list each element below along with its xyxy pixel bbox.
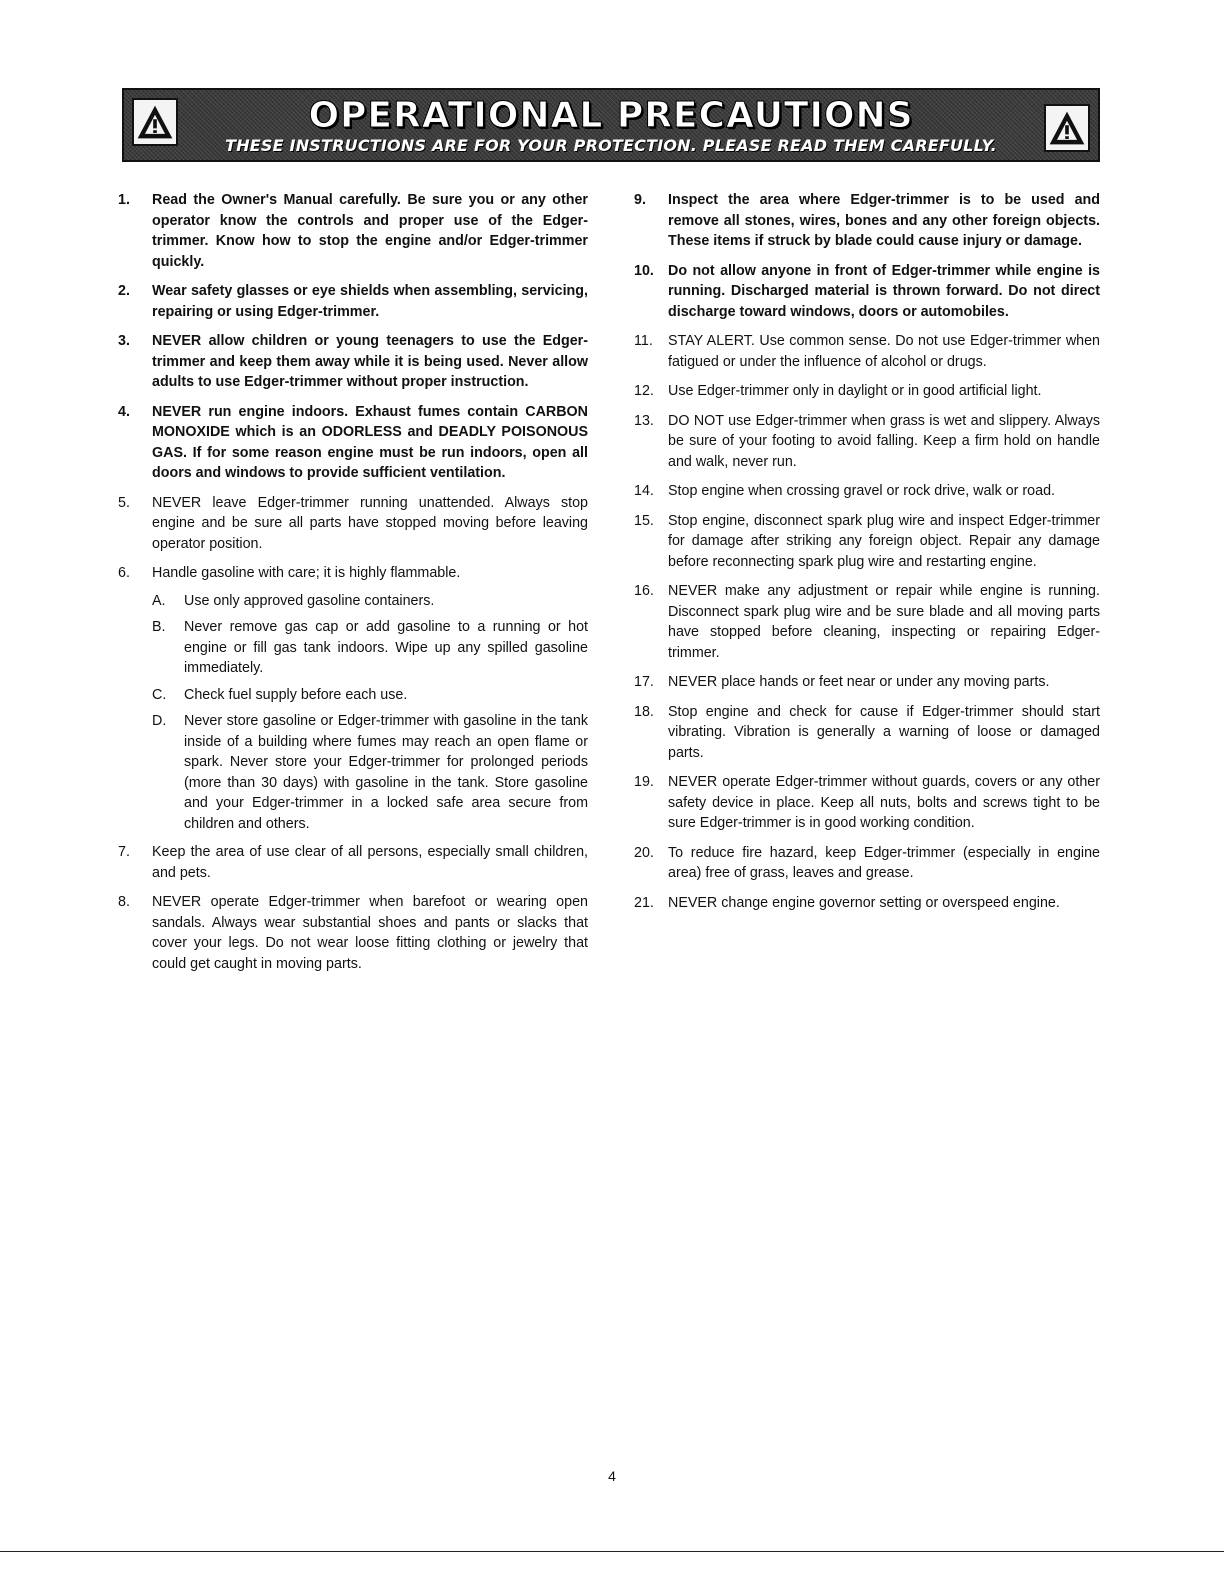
item-number: 1.	[118, 192, 130, 208]
item-number: 2.	[118, 283, 130, 299]
list-item	[634, 672, 1100, 693]
item-number: 18.	[634, 703, 654, 720]
item-number: 12.	[634, 383, 654, 399]
item-number: 3.	[118, 333, 130, 349]
list-item	[634, 843, 1100, 884]
page-subtitle: THESE INSTRUCTIONS ARE FOR YOUR PROTECTION. PLEASE READ THEM CAREFULLY.	[225, 136, 997, 155]
item-number: 15.	[634, 512, 654, 529]
list-item	[634, 702, 1100, 764]
item-number: 7.	[118, 844, 130, 860]
sub-list-item	[152, 711, 588, 834]
list-item	[634, 581, 1100, 663]
item-text: NEVER make any adjustment or repair while engine is running. Disconnect spark plug wire and be sure blade and all moving parts have stopped before cleaning, inspecting or repairing Edger-trimmer.	[668, 583, 1100, 661]
list-item	[634, 772, 1100, 834]
item-text: NEVER change engine governor setting or overspeed engine.	[668, 894, 1060, 911]
item-number: 13.	[634, 412, 654, 429]
item-text: To reduce fire hazard, keep Edger-trimmer (especially in engine area) free of grass, leaves and grease.	[668, 844, 1100, 881]
sub-list-item	[152, 591, 588, 612]
item-text: NEVER leave Edger-trimmer running unattended. Always stop engine and be sure all parts have stopped moving before leaving operator position.	[152, 494, 588, 552]
warning-triangle-icon	[1044, 104, 1090, 152]
item-text: NEVER run engine indoors. Exhaust fumes contain CARBON MONOXIDE which is an ODORLESS and DEADLY POISONOUS GAS. If for some reason engine must be run indoors, open all doors and windows to provide sufficient ventilation.	[152, 403, 588, 481]
item-number: 21.	[634, 894, 654, 911]
item-text: Never remove gas cap or add gasoline to a running or hot engine or fill gas tank indoors. Wipe up any spilled gasoline immediately.	[184, 619, 588, 676]
item-text: Wear safety glasses or eye shields when assembling, servicing, repairing or using Edger-trimmer.	[152, 283, 588, 320]
sub-list-item	[152, 617, 588, 679]
precautions-banner	[122, 88, 1100, 162]
item-text: STAY ALERT. Use common sense. Do not use Edger-trimmer when fatigued or under the influence of alcohol or drugs.	[668, 333, 1100, 370]
item-letter: D.	[152, 713, 167, 729]
list-item	[118, 842, 588, 883]
item-text: Use Edger-trimmer only in daylight or in good artificial light.	[668, 383, 1042, 399]
list-item	[118, 281, 588, 322]
item-text: Handle gasoline with care; it is highly flammable.	[152, 565, 461, 581]
item-number: 4.	[118, 403, 130, 420]
item-number: 10.	[634, 262, 654, 279]
item-number: 5.	[118, 494, 130, 511]
item-text: Do not allow anyone in front of Edger-trimmer while engine is running. Discharged material is thrown forward. Do not direct discharge toward windows, doors or automobiles.	[668, 262, 1100, 320]
list-item	[634, 411, 1100, 473]
item-text: Inspect the area where Edger-trimmer is to be used and remove all stones, wires, bones and any other foreign objects. These items if struck by blade could cause injury or damage.	[668, 192, 1100, 249]
item-text: NEVER operate Edger-trimmer without guards, covers or any other safety device in place. Keep all nuts, bolts and screws tight to be sure Edger-trimmer is in good working condition.	[668, 774, 1100, 831]
item-number: 6.	[118, 565, 130, 581]
item-text: NEVER allow children or young teenagers to use the Edger-trimmer and keep them away while it is being used. Never allow adults to use Edger-trimmer without proper instruction.	[152, 333, 588, 390]
list-item	[634, 261, 1100, 323]
item-letter: A.	[152, 592, 166, 609]
list-item	[118, 402, 588, 484]
item-text: Stop engine and check for cause if Edger-trimmer should start vibrating. Vibration is generally a warning of loose or damaged parts.	[668, 703, 1100, 761]
item-text: Use only approved gasoline containers.	[184, 592, 435, 609]
list-item	[634, 381, 1100, 402]
left-column	[118, 190, 588, 983]
item-number: 17.	[634, 674, 654, 690]
list-item	[118, 331, 588, 393]
item-text: DO NOT use Edger-trimmer when grass is wet and slippery. Always be sure of your footing to avoid falling. Keep a firm hold on handle and walk, never run.	[668, 412, 1100, 470]
item-number: 9.	[634, 192, 646, 208]
list-item	[118, 563, 588, 584]
item-text: NEVER place hands or feet near or under any moving parts.	[668, 674, 1050, 690]
item-text: Check fuel supply before each use.	[184, 686, 408, 703]
page-title: OPERATIONAL PRECAUTIONS	[308, 95, 914, 136]
sub-list-item	[152, 685, 588, 706]
item-text: Read the Owner's Manual carefully. Be sure you or any other operator know the controls and proper use of the Edger-trimmer. Know how to stop the engine and/or Edger-trimmer quickly.	[152, 192, 588, 270]
footer-rule	[0, 1551, 1224, 1552]
item-text: NEVER operate Edger-trimmer when barefoot or wearing open sandals. Always wear substantial shoes and pants or slacks that cover your legs. Do not wear loose fitting clothing or jewelry that could get caught in moving parts.	[152, 894, 588, 972]
item-text: Never store gasoline or Edger-trimmer with gasoline in the tank inside of a building where fumes may reach an open flame or spark. Never store your Edger-trimmer for prolonged periods (more than 30 days) with gasoline in the tank. Store gasoline and your Edger-trimmer in a locked safe area secure from children and others.	[184, 713, 588, 832]
item-number: 11.	[634, 333, 653, 349]
list-item	[118, 892, 588, 974]
item-number: 16.	[634, 583, 654, 599]
list-item	[118, 493, 588, 555]
list-item	[634, 893, 1100, 914]
item-text: Stop engine when crossing gravel or rock drive, walk or road.	[668, 483, 1056, 499]
item-number: 19.	[634, 774, 654, 790]
list-item	[634, 511, 1100, 573]
right-column	[634, 190, 1100, 922]
item-letter: B.	[152, 619, 166, 635]
item-text: Stop engine, disconnect spark plug wire and inspect Edger-trimmer for damage after striking any foreign object. Repair any damage before reconnecting spark plug wire and restarting engine.	[668, 512, 1100, 570]
list-item	[634, 331, 1100, 372]
item-text: Keep the area of use clear of all persons, especially small children, and pets.	[152, 844, 588, 881]
item-number: 8.	[118, 894, 130, 910]
page-number: 4	[608, 1468, 616, 1484]
item-number: 14.	[634, 483, 654, 499]
item-letter: C.	[152, 686, 167, 703]
list-item	[634, 190, 1100, 252]
item-number: 20.	[634, 844, 654, 861]
list-item	[118, 190, 588, 272]
list-item	[634, 481, 1100, 502]
